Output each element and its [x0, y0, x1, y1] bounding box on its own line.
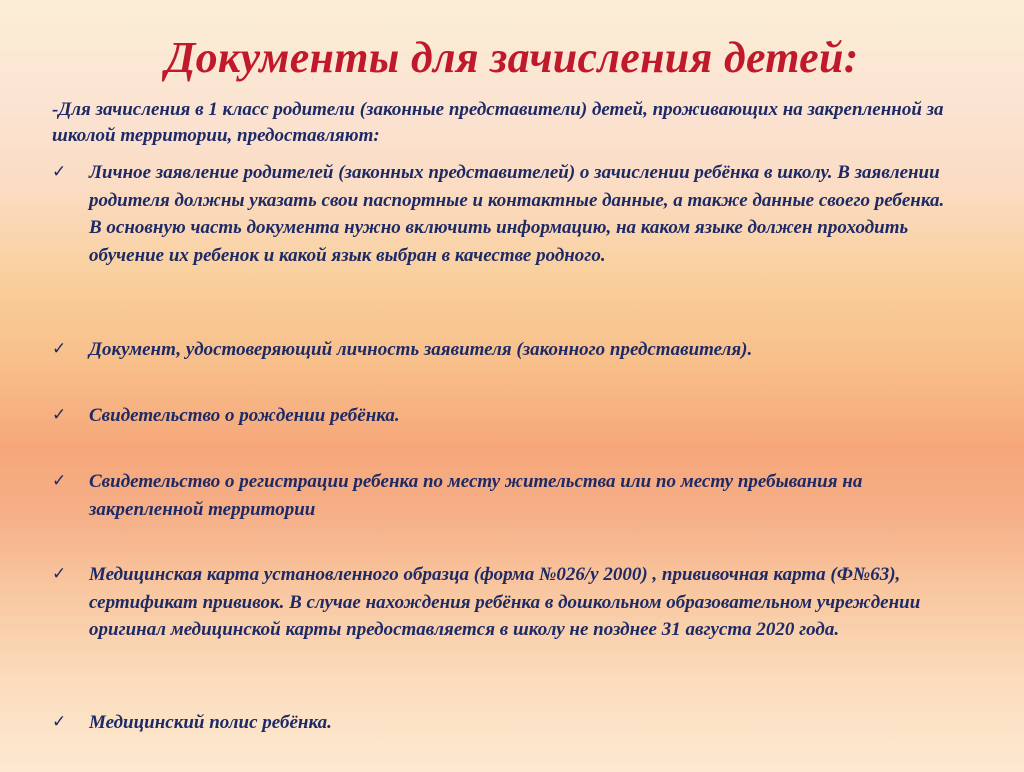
list-item-text: Медицинская карта установленного образца (форма №026/у 2000) , прививочная карта (Ф№63), сертификат прививок. В случае нахождения ребёнка в дошкольном образовательном учреждении оригинал медицинской карты предоставляется в школу не позднее 31 августа 2020 года. — [89, 564, 921, 640]
checkmark-icon: ✓ — [52, 162, 67, 182]
list-item-text: Документ, удостоверяющий личность заявителя (законного представителя). — [89, 339, 753, 360]
slide-title: Документы для зачисления детей: — [165, 33, 859, 82]
checkmark-icon: ✓ — [52, 405, 67, 425]
list-item-text: Свидетельство о регистрации ребенка по месту жительства или по месту пребывания на закрепленной территории — [89, 471, 863, 520]
checkmark-icon: ✓ — [52, 712, 67, 732]
list-item-text: Личное заявление родителей (законных представителей) о зачислении ребёнка в школу. В заявлении родителя должны указать свои паспортные и контактные данные, а также данные своего ребенка. В основную часть документа нужно включить информацию, на каком языке должен проходить обучение их ребенок и какой язык выбран в качестве родного. — [89, 162, 945, 266]
checkmark-icon: ✓ — [52, 564, 67, 584]
checkmark-icon: ✓ — [52, 339, 67, 359]
list-item-text: Медицинский полис ребёнка. — [89, 712, 332, 733]
checkmark-icon: ✓ — [52, 471, 67, 491]
list-item-text: Свидетельство о рождении ребёнка. — [89, 405, 400, 426]
intro-paragraph: -Для зачисления в 1 класс родители (законные представители) детей, проживающих на закрепленной за школой территории, предоставляют: — [52, 99, 944, 146]
